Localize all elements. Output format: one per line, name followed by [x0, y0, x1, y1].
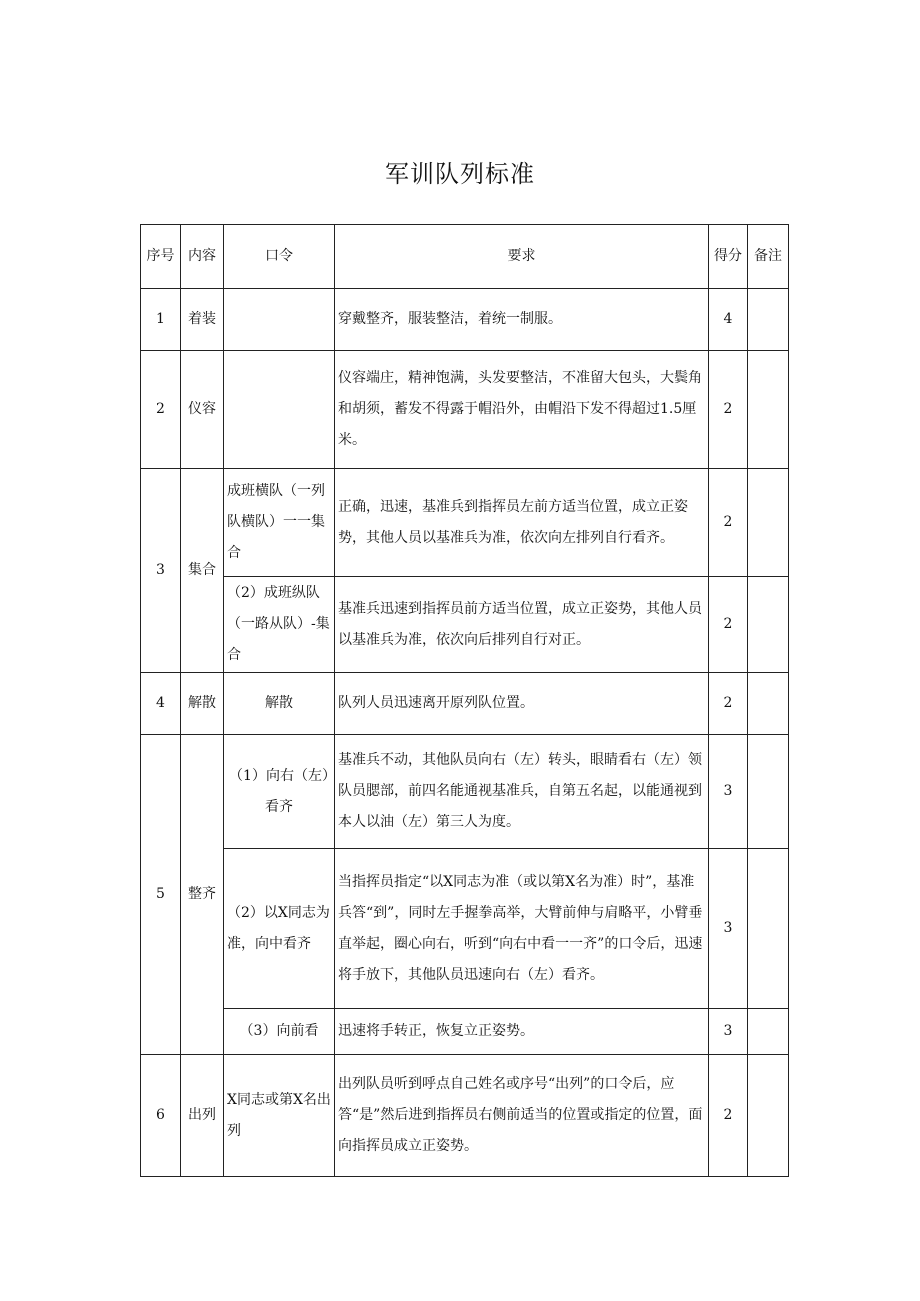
- table-row: [141, 577, 789, 673]
- cell-score: 3: [709, 1009, 748, 1055]
- table-row: [141, 1009, 789, 1055]
- cell-score: 2: [709, 577, 748, 673]
- cell-score: 2: [709, 1055, 748, 1177]
- cell-requirement: 穿戴整齐，服装整洁，着统一制服。: [335, 289, 709, 351]
- table-row: [141, 849, 789, 1009]
- cell-no: 6: [141, 1055, 181, 1177]
- standards-table: [140, 224, 789, 1177]
- cell-content: 整齐: [181, 735, 224, 1055]
- cell-command: X同志或第X名出列: [224, 1055, 335, 1177]
- cell-remark: [748, 577, 789, 673]
- cell-command: [224, 351, 335, 469]
- cell-remark: [748, 1009, 789, 1055]
- cell-command: （2）成班纵队（一路从队）-集合: [224, 577, 335, 673]
- cell-requirement: 基准兵迅速到指挥员前方适当位置，成立正姿势，其他人员以基准兵为准，依次向后排列自行对正。: [335, 577, 709, 673]
- cell-score: 2: [709, 469, 748, 577]
- cell-score: 3: [709, 849, 748, 1009]
- cell-remark: [748, 351, 789, 469]
- cell-no: 3: [141, 469, 181, 673]
- cell-no: 5: [141, 735, 181, 1055]
- cell-requirement: 当指挥员指定“以X同志为准（或以第X名为准）时”，基准兵答“到”，同时左手握拳高举，大臂前伸与肩略平，小臂垂直举起，圈心向右，听到“向右中看一一齐”的口令后，迅速将手放下，其他队员迅速向右（左）看齐。: [335, 849, 709, 1009]
- cell-score: 4: [709, 289, 748, 351]
- header-score: 得分: [709, 225, 748, 289]
- cell-content: 解散: [181, 673, 224, 735]
- table-row: [141, 289, 789, 351]
- cell-score: 3: [709, 735, 748, 849]
- cell-command: （2）以X同志为准，向中看齐: [224, 849, 335, 1009]
- table-header-row: [141, 225, 789, 289]
- cell-requirement: 队列人员迅速离开原列队位置。: [335, 673, 709, 735]
- header-no: 序号: [141, 225, 181, 289]
- cell-remark: [748, 1055, 789, 1177]
- cell-requirement: 基准兵不动，其他队员向右（左）转头，眼睛看右（左）领队员腮部，前四名能通视基准兵，自第五名起，以能通视到本人以油（左）第三人为度。: [335, 735, 709, 849]
- cell-command: 成班横队（一列队横队）一一集合: [224, 469, 335, 577]
- cell-content: 着装: [181, 289, 224, 351]
- cell-requirement: 正确，迅速，基准兵到指挥员左前方适当位置，成立正姿势，其他人员以基准兵为准，依次向左排列自行看齐。: [335, 469, 709, 577]
- cell-remark: [748, 289, 789, 351]
- cell-command: 解散: [224, 673, 335, 735]
- page-title: 军训队列标准: [385, 160, 535, 188]
- cell-command: （3）向前看: [224, 1009, 335, 1055]
- cell-content: 集合: [181, 469, 224, 673]
- table-row: [141, 469, 789, 577]
- cell-requirement: 仪容端庄，精神饱满，头发要整洁，不准留大包头，大鬓角和胡须，蓄发不得露于帽沿外，由帽沿下发不得超过1.5厘米。: [335, 351, 709, 469]
- header-content: 内容: [181, 225, 224, 289]
- header-command: 口令: [224, 225, 335, 289]
- table-row: [141, 1055, 789, 1177]
- cell-remark: [748, 735, 789, 849]
- cell-requirement: 迅速将手转正，恢复立正姿势。: [335, 1009, 709, 1055]
- cell-no: 4: [141, 673, 181, 735]
- cell-command: （1）向右（左）看齐: [224, 735, 335, 849]
- cell-remark: [748, 849, 789, 1009]
- cell-score: 2: [709, 673, 748, 735]
- table-row: [141, 673, 789, 735]
- cell-content: 出列: [181, 1055, 224, 1177]
- cell-command: [224, 289, 335, 351]
- cell-no: 2: [141, 351, 181, 469]
- table-row: [141, 351, 789, 469]
- header-remark: 备注: [748, 225, 789, 289]
- cell-content: 仪容: [181, 351, 224, 469]
- cell-score: 2: [709, 351, 748, 469]
- cell-no: 1: [141, 289, 181, 351]
- table-row: [141, 735, 789, 849]
- cell-requirement: 出列队员听到呼点自己姓名或序号“出列”的口令后，应答“是”然后进到指挥员右侧前适当的位置或指定的位置，面向指挥员成立正姿势。: [335, 1055, 709, 1177]
- header-requirement: 要求: [335, 225, 709, 289]
- cell-remark: [748, 673, 789, 735]
- cell-remark: [748, 469, 789, 577]
